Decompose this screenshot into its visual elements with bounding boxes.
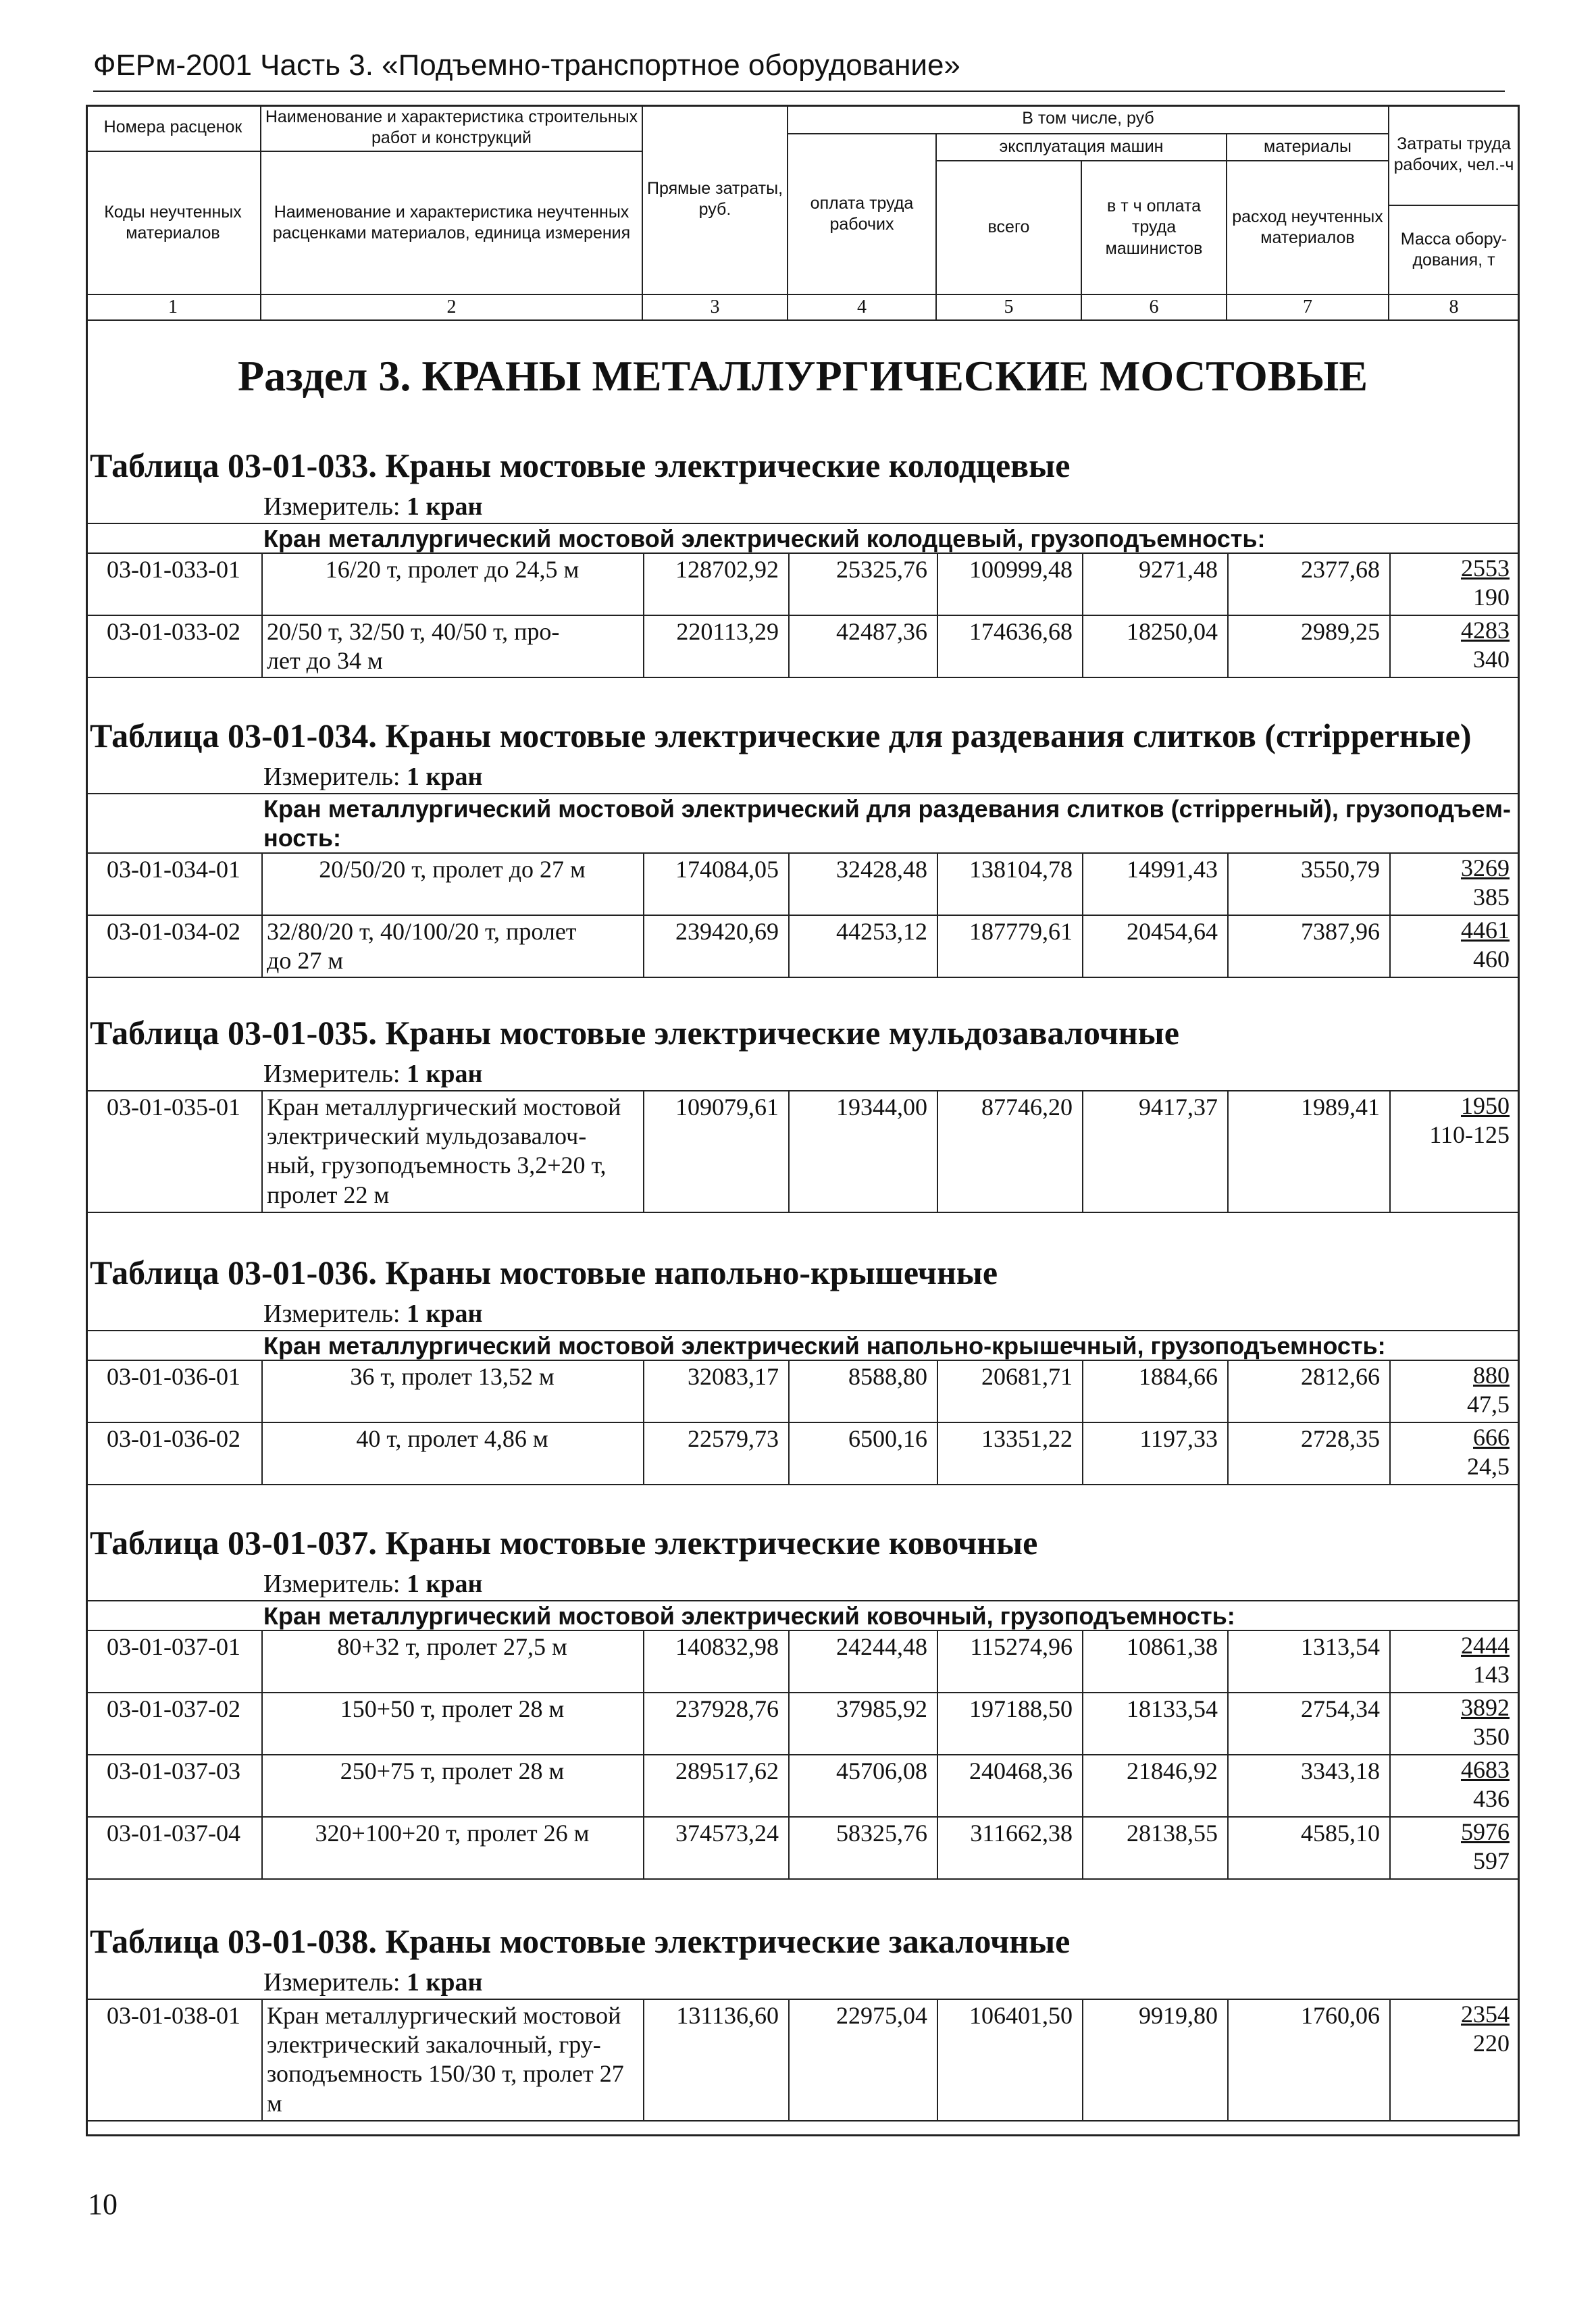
column-divider xyxy=(1389,1360,1391,1422)
row-mach-labor: 18133,54 xyxy=(1127,1695,1218,1722)
row-direct: 174084,05 xyxy=(675,856,779,883)
mass-cell xyxy=(1401,1755,1510,1814)
row-mach-labor: 14991,43 xyxy=(1127,856,1218,883)
column-divider xyxy=(1082,1816,1083,1878)
col1-bottom-header: Коды неучтенных материалов xyxy=(86,152,261,295)
row-mach: 138104,78 xyxy=(969,856,1073,883)
row-direct: 220113,29 xyxy=(676,618,779,645)
row-code: 03-01-035-01 xyxy=(107,1094,240,1121)
labor-hours: 4283 xyxy=(1461,617,1510,644)
row-mach: 311662,38 xyxy=(970,1820,1073,1847)
labor-hours: 5976 xyxy=(1461,1818,1510,1845)
labor-hours: 3892 xyxy=(1461,1694,1510,1721)
row-labor: 45706,08 xyxy=(836,1757,927,1784)
including-header: В том числе, руб xyxy=(788,105,1389,134)
description-line: Кран металлургический мостовой xyxy=(267,2002,621,2029)
table-title: Таблица 03-01-033. Краны мостовые электрические колодцевые xyxy=(90,446,1071,484)
column-divider xyxy=(643,1999,644,2120)
row-mat: 3343,18 xyxy=(1301,1757,1380,1784)
column-divider xyxy=(261,1360,263,1422)
column-divider xyxy=(261,1422,263,1484)
table-title: Таблица 03-01-037. Краны мостовые электрические ковочные xyxy=(90,1524,1038,1562)
row-mach: 87746,20 xyxy=(981,1094,1073,1121)
column-divider xyxy=(788,1999,790,2120)
table-title: Таблица 03-01-035. Краны мостовые электрические мульдозавалочные xyxy=(90,1014,1179,1052)
row-mat: 1989,41 xyxy=(1301,1094,1380,1121)
column-divider xyxy=(1389,915,1391,977)
row-divider xyxy=(86,1212,1520,1213)
column-divider xyxy=(788,915,790,977)
row-description xyxy=(261,1818,643,1849)
row-direct: 289517,62 xyxy=(675,1757,779,1784)
column-divider xyxy=(788,1816,790,1878)
column-divider xyxy=(261,1692,263,1754)
column-divider xyxy=(788,1692,790,1754)
column-divider xyxy=(788,615,790,677)
row-mach: 174636,68 xyxy=(969,618,1073,645)
col4-header: оплата труда рабочих xyxy=(788,134,937,295)
column-divider xyxy=(1389,1754,1391,1816)
row-code: 03-01-038-01 xyxy=(107,2002,240,2029)
row-divider xyxy=(86,2120,1520,2122)
column-divider xyxy=(261,1630,263,1692)
mass-cell xyxy=(1401,554,1510,612)
column-divider xyxy=(1082,1630,1083,1692)
row-labor: 6500,16 xyxy=(848,1425,927,1452)
section-title: Раздел 3. КРАНЫ МЕТАЛЛУРГИЧЕСКИЕ МОСТОВЫЕ xyxy=(237,352,1368,400)
row-description xyxy=(261,1693,643,1725)
labor-hours: 2444 xyxy=(1461,1632,1510,1659)
table-title: Таблица 03-01-036. Краны мостовые напольно-крышечные xyxy=(90,1254,998,1291)
row-description xyxy=(261,1631,643,1663)
row-code: 03-01-037-02 xyxy=(107,1695,240,1722)
column-divider xyxy=(937,1630,938,1692)
row-description xyxy=(261,916,643,977)
row-mat: 3550,79 xyxy=(1301,856,1380,883)
column-divider xyxy=(1082,1360,1083,1422)
column-number-4: 4 xyxy=(788,295,937,319)
row-mach: 100999,48 xyxy=(969,556,1073,583)
column-divider xyxy=(1227,1630,1229,1692)
column-divider xyxy=(643,552,644,615)
row-divider xyxy=(86,1484,1520,1485)
description-line: 320+100+20 т, пролет 26 м xyxy=(315,1820,590,1847)
row-mach: 187779,61 xyxy=(969,918,1073,945)
column-divider xyxy=(643,852,644,915)
column-number-6: 6 xyxy=(1082,295,1227,319)
row-labor: 24244,48 xyxy=(836,1633,927,1660)
column-number-5: 5 xyxy=(937,295,1082,319)
group-heading: Кран металлургический мостовой электрический колодцевый, грузоподъемность: xyxy=(263,525,1266,552)
column-divider xyxy=(643,1816,644,1878)
col3-header: Прямые затраты, руб. xyxy=(643,105,788,295)
equipment-mass: 436 xyxy=(1473,1785,1510,1813)
column-divider xyxy=(788,852,790,915)
meter-line xyxy=(263,1299,482,1329)
row-direct: 32083,17 xyxy=(688,1363,779,1390)
description-line: 36 т, пролет 13,52 м xyxy=(350,1363,555,1390)
column-divider xyxy=(937,552,938,615)
row-description xyxy=(261,2000,643,2119)
column-divider xyxy=(1227,1090,1229,1212)
materials-header: материалы xyxy=(1227,134,1389,161)
column-divider xyxy=(937,852,938,915)
column-number-row xyxy=(86,295,1520,321)
mass-cell xyxy=(1401,1361,1510,1419)
row-mach-labor: 10861,38 xyxy=(1127,1633,1218,1660)
row-description xyxy=(261,854,643,885)
description-line: 20/50/20 т, пролет до 27 м xyxy=(319,856,586,883)
column-divider xyxy=(1389,1090,1391,1212)
column-divider xyxy=(643,1754,644,1816)
row-direct: 131136,60 xyxy=(676,2002,779,2029)
page-number: 10 xyxy=(88,2188,118,2221)
equipment-mass: 190 xyxy=(1473,584,1510,611)
column-divider xyxy=(261,1754,263,1816)
column-divider xyxy=(261,552,263,615)
row-mach-labor: 21846,92 xyxy=(1127,1757,1218,1784)
column-divider xyxy=(643,1360,644,1422)
row-description xyxy=(261,1361,643,1393)
column-number-8: 8 xyxy=(1389,295,1520,319)
row-direct: 109079,61 xyxy=(675,1094,779,1121)
row-mat: 4585,10 xyxy=(1301,1820,1380,1847)
row-direct: 374573,24 xyxy=(675,1820,779,1847)
labor-hours: 2354 xyxy=(1461,2001,1510,2028)
column-divider xyxy=(261,915,263,977)
column-divider xyxy=(1082,852,1083,915)
col1-top-header: Номера расценок xyxy=(86,105,261,152)
column-divider xyxy=(1227,1360,1229,1422)
description-line: пролет 22 м xyxy=(267,1181,390,1208)
column-divider xyxy=(788,1360,790,1422)
column-divider xyxy=(937,1360,938,1422)
equipment-mass: 24,5 xyxy=(1467,1453,1510,1481)
column-divider xyxy=(1227,1692,1229,1754)
labor-hours: 1950 xyxy=(1461,1092,1510,1119)
meter-line xyxy=(263,1569,482,1599)
row-code: 03-01-033-01 xyxy=(107,556,240,583)
equipment-mass: 597 xyxy=(1473,1847,1510,1875)
group-heading: Кран металлургический мостовой электрический для раздевания слитков (стripperный), грузоподъем-ность: xyxy=(263,795,1511,852)
row-mach: 106401,50 xyxy=(969,2002,1073,2029)
meter-label: Измеритель: xyxy=(263,1570,401,1598)
equipment-mass: 385 xyxy=(1473,883,1510,911)
equipment-mass: 340 xyxy=(1473,646,1510,673)
column-divider xyxy=(1227,1999,1229,2120)
mass-cell xyxy=(1401,1631,1510,1689)
row-mat: 1760,06 xyxy=(1301,2002,1380,2029)
row-mach-labor: 9919,80 xyxy=(1139,2002,1218,2029)
row-mach: 240468,36 xyxy=(969,1757,1073,1784)
column-divider xyxy=(1082,915,1083,977)
column-divider xyxy=(937,1422,938,1484)
column-divider xyxy=(1389,1630,1391,1692)
column-number-2: 2 xyxy=(261,295,643,319)
meter-unit: 1 кран xyxy=(407,492,483,521)
meter-line xyxy=(263,1968,482,1997)
labor-hours: 4683 xyxy=(1461,1756,1510,1783)
column-divider xyxy=(261,615,263,677)
description-line: 150+50 т, пролет 28 м xyxy=(340,1695,565,1722)
column-divider xyxy=(261,1816,263,1878)
description-line: 250+75 т, пролет 28 м xyxy=(340,1757,565,1784)
column-divider xyxy=(937,915,938,977)
row-mach-labor: 20454,64 xyxy=(1127,918,1218,945)
column-divider xyxy=(937,1692,938,1754)
description-line: 20/50 т, 32/50 т, 40/50 т, про- xyxy=(267,618,560,645)
description-line: лет до 34 м xyxy=(267,647,383,675)
column-divider xyxy=(643,1422,644,1484)
description-line: ный, грузоподъемность 3,2+20 т, xyxy=(267,1152,607,1179)
row-mach-labor: 1197,33 xyxy=(1139,1425,1218,1452)
column-divider xyxy=(788,552,790,615)
row-labor: 25325,76 xyxy=(836,556,927,583)
meter-line xyxy=(263,1059,482,1089)
row-code: 03-01-033-02 xyxy=(107,618,240,645)
col5-header: всего xyxy=(937,161,1082,295)
row-mach: 197188,50 xyxy=(969,1695,1073,1722)
meter-label: Измеритель: xyxy=(263,492,401,521)
equipment-mass: 350 xyxy=(1473,1723,1510,1751)
column-divider xyxy=(643,615,644,677)
row-mat: 2754,34 xyxy=(1301,1695,1380,1722)
row-labor: 37985,92 xyxy=(836,1695,927,1722)
column-divider xyxy=(643,915,644,977)
col2-bottom-header: Наименование и характеристика неучтенных расценками материалов, единица измерения xyxy=(261,152,643,295)
meter-unit: 1 кран xyxy=(407,1060,483,1088)
machines-header: эксплуатация машин xyxy=(937,134,1227,161)
column-divider xyxy=(1227,1422,1229,1484)
labor-hours: 880 xyxy=(1473,1362,1510,1389)
row-description xyxy=(261,1091,643,1211)
row-labor: 22975,04 xyxy=(836,2002,927,2029)
description-line: 32/80/20 т, 40/100/20 т, пролет xyxy=(267,918,577,945)
mass-cell xyxy=(1401,916,1510,974)
column-divider xyxy=(643,1692,644,1754)
column-divider xyxy=(937,1999,938,2120)
row-code: 03-01-037-03 xyxy=(107,1757,240,1784)
row-labor: 19344,00 xyxy=(836,1094,927,1121)
mass-cell xyxy=(1401,1818,1510,1876)
labor-hours: 2553 xyxy=(1461,555,1510,582)
column-divider xyxy=(1389,852,1391,915)
description-line: зоподъемность 150/30 т, пролет 27 xyxy=(267,2060,624,2088)
row-mach: 20681,71 xyxy=(981,1363,1073,1390)
column-divider xyxy=(1227,1816,1229,1878)
row-mat: 2812,66 xyxy=(1301,1363,1380,1390)
column-divider xyxy=(937,615,938,677)
row-mat: 1313,54 xyxy=(1301,1633,1380,1660)
labor-hours: 3269 xyxy=(1461,854,1510,881)
column-divider xyxy=(1227,1754,1229,1816)
col8-bottom-header: Масса обору-дования, т xyxy=(1389,206,1520,295)
column-number-3: 3 xyxy=(643,295,788,319)
description-line: 16/20 т, пролет до 24,5 м xyxy=(325,556,580,583)
row-mach-labor: 9417,37 xyxy=(1139,1094,1218,1121)
row-mach: 13351,22 xyxy=(981,1425,1073,1452)
row-mat: 7387,96 xyxy=(1301,918,1380,945)
column-divider xyxy=(1082,1754,1083,1816)
row-description xyxy=(261,1755,643,1787)
equipment-mass: 143 xyxy=(1473,1661,1510,1689)
description-line: м xyxy=(267,2089,282,2117)
row-direct: 239420,69 xyxy=(675,918,779,945)
meter-unit: 1 кран xyxy=(407,1968,483,1997)
row-code: 03-01-037-01 xyxy=(107,1633,240,1660)
column-divider xyxy=(1389,1692,1391,1754)
mass-cell xyxy=(1401,1693,1510,1751)
column-number-7: 7 xyxy=(1227,295,1389,319)
column-divider xyxy=(1082,615,1083,677)
row-divider xyxy=(86,677,1520,678)
row-code: 03-01-034-02 xyxy=(107,918,240,945)
description-line: 40 т, пролет 4,86 м xyxy=(356,1425,548,1452)
row-code: 03-01-034-01 xyxy=(107,856,240,883)
column-divider xyxy=(1227,915,1229,977)
column-divider xyxy=(261,1090,263,1212)
column-header xyxy=(86,105,1520,301)
row-labor: 58325,76 xyxy=(836,1820,927,1847)
meter-unit: 1 кран xyxy=(407,1300,483,1328)
row-mat: 2989,25 xyxy=(1301,618,1380,645)
row-description xyxy=(261,1423,643,1455)
equipment-mass: 220 xyxy=(1473,2030,1510,2057)
equipment-mass: 460 xyxy=(1473,946,1510,973)
mass-cell xyxy=(1401,1091,1510,1150)
row-direct: 22579,73 xyxy=(688,1425,779,1452)
column-divider xyxy=(261,852,263,915)
row-mat: 2728,35 xyxy=(1301,1425,1380,1452)
column-divider xyxy=(1389,615,1391,677)
column-divider xyxy=(1389,1999,1391,2120)
page-header: ФЕРм-2001 Часть 3. «Подъемно-транспортное оборудование» xyxy=(93,49,1505,92)
row-description xyxy=(261,554,643,586)
column-divider xyxy=(937,1090,938,1212)
column-number-1: 1 xyxy=(86,295,261,319)
row-labor: 32428,48 xyxy=(836,856,927,883)
description-line: Кран металлургический мостовой xyxy=(267,1094,621,1121)
column-divider xyxy=(1389,1816,1391,1878)
col7-header: расход неучтенных материалов xyxy=(1227,161,1389,295)
description-line: электрический закалочный, гру- xyxy=(267,2031,601,2059)
column-divider xyxy=(261,1999,263,2120)
equipment-mass: 47,5 xyxy=(1467,1391,1510,1418)
row-code: 03-01-036-01 xyxy=(107,1363,240,1390)
row-divider xyxy=(86,1878,1520,1880)
row-direct: 128702,92 xyxy=(675,556,779,583)
table-title: Таблица 03-01-034. Краны мостовые электрические для раздевания слитков (стripperные) xyxy=(90,717,1472,754)
row-mat: 2377,68 xyxy=(1301,556,1380,583)
column-divider xyxy=(1389,1422,1391,1484)
row-code: 03-01-036-02 xyxy=(107,1425,240,1452)
column-divider xyxy=(788,1754,790,1816)
row-labor: 44253,12 xyxy=(836,918,927,945)
column-divider xyxy=(643,1090,644,1212)
group-heading: Кран металлургический мостовой электрический ковочный, грузоподъемность: xyxy=(263,1602,1235,1630)
column-divider xyxy=(788,1090,790,1212)
column-divider xyxy=(937,1816,938,1878)
col6-header: в т ч оплата труда машинистов xyxy=(1082,161,1227,295)
column-divider xyxy=(1389,552,1391,615)
column-divider xyxy=(1082,1090,1083,1212)
column-divider xyxy=(788,1630,790,1692)
row-code: 03-01-037-04 xyxy=(107,1820,240,1847)
column-divider xyxy=(1082,552,1083,615)
column-divider xyxy=(788,1422,790,1484)
col2-top-header: Наименование и характеристика строительных работ и конструкций xyxy=(261,105,643,152)
meter-label: Измеритель: xyxy=(263,1968,401,1997)
col8-top-header: Затраты труда рабочих, чел.-ч xyxy=(1389,105,1520,206)
column-divider xyxy=(937,1754,938,1816)
row-description xyxy=(261,616,643,677)
row-direct: 237928,76 xyxy=(675,1695,779,1722)
labor-hours: 4461 xyxy=(1461,917,1510,944)
row-divider xyxy=(86,977,1520,978)
row-mach-labor: 28138,55 xyxy=(1127,1820,1218,1847)
mass-cell xyxy=(1401,854,1510,912)
mass-cell xyxy=(1401,1423,1510,1481)
column-divider xyxy=(1227,852,1229,915)
row-mach-labor: 18250,04 xyxy=(1127,618,1218,645)
description-line: 80+32 т, пролет 27,5 м xyxy=(337,1633,567,1660)
description-line: до 27 м xyxy=(267,947,344,975)
row-labor: 8588,80 xyxy=(848,1363,927,1390)
column-divider xyxy=(1082,1999,1083,2120)
row-direct: 140832,98 xyxy=(675,1633,779,1660)
mass-cell xyxy=(1401,616,1510,674)
column-divider xyxy=(1227,615,1229,677)
meter-label: Измеритель: xyxy=(263,1300,401,1328)
column-divider xyxy=(643,1630,644,1692)
group-heading: Кран металлургический мостовой электрический напольно-крышечный, грузоподъемность: xyxy=(263,1332,1386,1360)
column-divider xyxy=(1227,552,1229,615)
meter-line xyxy=(263,492,482,521)
row-mach-labor: 9271,48 xyxy=(1139,556,1218,583)
labor-hours: 666 xyxy=(1473,1424,1510,1451)
meter-label: Измеритель: xyxy=(263,1060,401,1088)
meter-line xyxy=(263,762,482,792)
row-mach-labor: 1884,66 xyxy=(1139,1363,1218,1390)
column-divider xyxy=(1082,1692,1083,1754)
meter-label: Измеритель: xyxy=(263,763,401,791)
description-line: электрический мульдозавалоч- xyxy=(267,1123,587,1150)
meter-unit: 1 кран xyxy=(407,1570,483,1598)
row-labor: 42487,36 xyxy=(836,618,927,645)
equipment-mass: 110-125 xyxy=(1429,1121,1510,1149)
mass-cell xyxy=(1401,2000,1510,2058)
column-divider xyxy=(1082,1422,1083,1484)
row-mach: 115274,96 xyxy=(970,1633,1073,1660)
table-title: Таблица 03-01-038. Краны мостовые электрические закалочные xyxy=(90,1922,1071,1960)
meter-unit: 1 кран xyxy=(407,763,483,791)
